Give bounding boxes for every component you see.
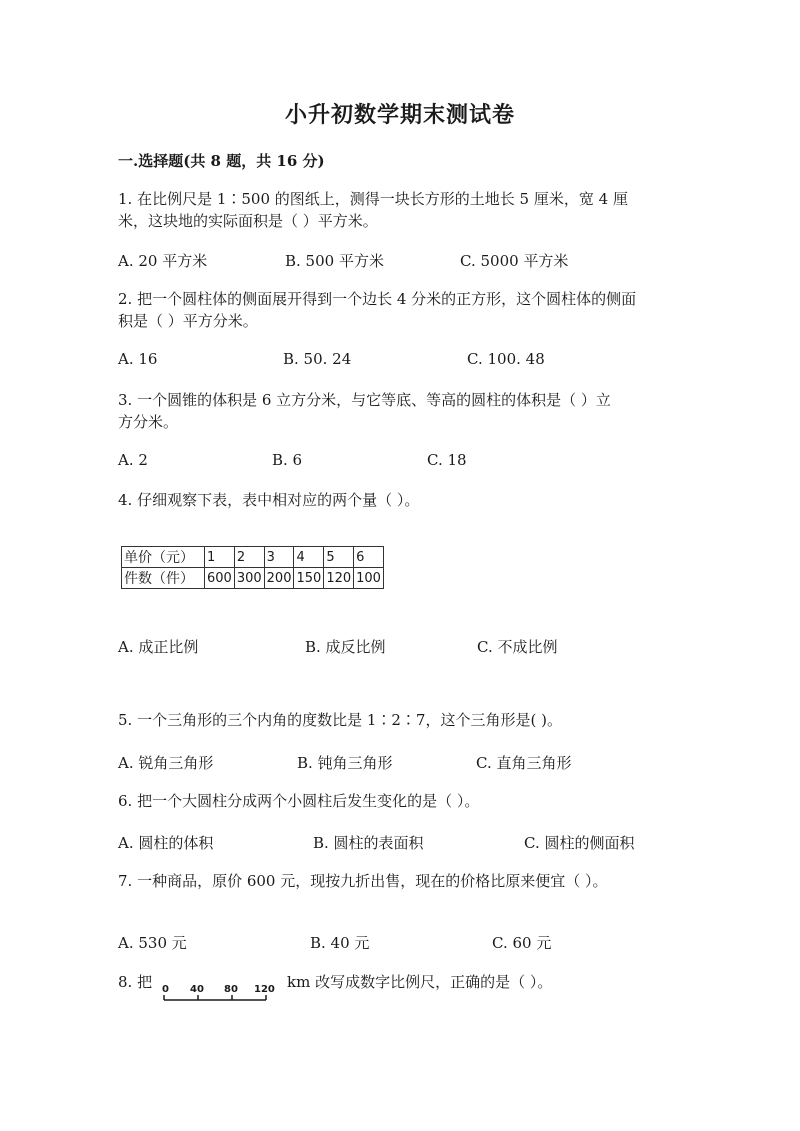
question-8-prefix: 8. 把	[118, 973, 153, 991]
question-1-option-c: C. 5000 平方米	[460, 252, 569, 270]
question-2-option-a: A. 16	[118, 350, 158, 368]
question-4-line-1: 4. 仔细观察下表，表中相对应的两个量（ ）。	[118, 491, 420, 509]
question-1-option-b: B. 500 平方米	[285, 252, 384, 270]
question-7-option-b: B. 40 元	[310, 934, 370, 952]
question-6-option-b: B. 圆柱的表面积	[313, 834, 424, 852]
table-cell: 2	[234, 547, 264, 568]
question-5-line-1: 5. 一个三角形的三个内角的度数比是 1∶2∶7，这个三角形是( )。	[118, 711, 562, 729]
table-cell: 120	[324, 568, 354, 589]
question-3-option-b: B. 6	[272, 451, 303, 469]
question-4-option-c: C. 不成比例	[477, 638, 558, 656]
question-7-option-a: A. 530 元	[118, 934, 187, 952]
page-title: 小升初数学期末测试卷	[284, 102, 515, 128]
scale-label-0: 0	[162, 984, 169, 995]
table-cell: 件数（件）	[122, 568, 205, 589]
table-cell: 600	[205, 568, 235, 589]
question-7-option-c: C. 60 元	[492, 934, 552, 952]
table-cell: 6	[354, 547, 384, 568]
table-cell: 3	[264, 547, 294, 568]
question-1-line-1: 1. 在比例尺是 1∶500 的图纸上，测得一块长方形的土地长 5 厘米，宽 4 厘	[118, 190, 628, 208]
question-4-option-a: A. 成正比例	[118, 638, 199, 656]
question-2-option-c: C. 100. 48	[467, 350, 545, 368]
question-5-option-c: C. 直角三角形	[476, 754, 572, 772]
price-quantity-table	[121, 546, 384, 589]
question-1-option-a: A. 20 平方米	[118, 252, 208, 270]
question-2-option-b: B. 50. 24	[283, 350, 352, 368]
table-cell: 5	[324, 547, 354, 568]
question-5-option-a: A. 锐角三角形	[118, 754, 214, 772]
scale-label-120: 120	[254, 984, 275, 995]
question-8-suffix: km 改写成数字比例尺，正确的是（ ）。	[287, 973, 553, 991]
section-heading: 一.选择题(共 8 题，共 16 分)	[118, 152, 325, 170]
table-cell: 100	[354, 568, 384, 589]
table-cell: 150	[294, 568, 324, 589]
question-3-line-1: 3. 一个圆锥的体积是 6 立方分米，与它等底、等高的圆柱的体积是（ ）立	[118, 391, 611, 409]
question-5-option-b: B. 钝角三角形	[297, 754, 393, 772]
question-2-line-1: 2. 把一个圆柱体的侧面展开得到一个边长 4 分米的正方形，这个圆柱体的侧面	[118, 290, 637, 308]
table-cell: 单价（元）	[122, 547, 205, 568]
table-cell: 200	[264, 568, 294, 589]
question-4-option-b: B. 成反比例	[305, 638, 386, 656]
question-2-line-2: 积是（ ）平方分米。	[118, 312, 258, 330]
question-6-line-1: 6. 把一个大圆柱分成两个小圆柱后发生变化的是（ ）。	[118, 792, 480, 810]
table-cell: 4	[294, 547, 324, 568]
question-6-option-c: C. 圆柱的侧面积	[524, 834, 635, 852]
question-6-option-a: A. 圆柱的体积	[118, 834, 214, 852]
question-7-line-1: 7. 一种商品，原价 600 元，现按九折出售，现在的价格比原来便宜（ ）。	[118, 872, 608, 890]
scale-label-80: 80	[224, 984, 238, 995]
scale-bar-graphic	[160, 982, 275, 1006]
table-row	[122, 547, 384, 568]
question-3-option-c: C. 18	[427, 451, 467, 469]
table-row	[122, 568, 384, 589]
scale-label-40: 40	[190, 984, 204, 995]
question-3-option-a: A. 2	[118, 451, 148, 469]
table-cell: 1	[205, 547, 235, 568]
question-1-line-2: 米，这块地的实际面积是（ ）平方米。	[118, 212, 378, 230]
table-cell: 300	[234, 568, 264, 589]
question-3-line-2: 方分米。	[118, 413, 179, 431]
line-scale-bar	[160, 982, 275, 1006]
